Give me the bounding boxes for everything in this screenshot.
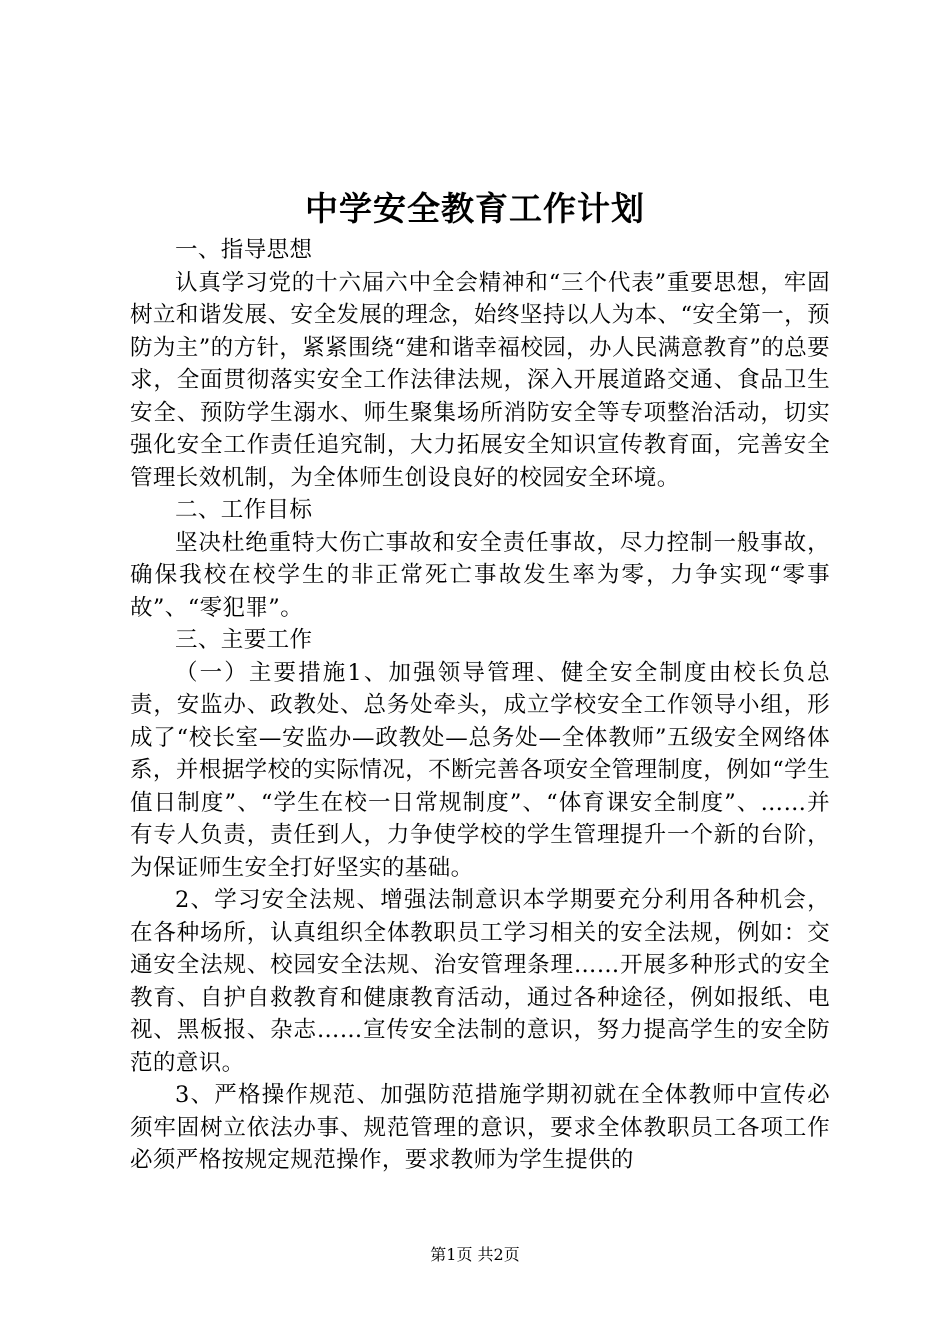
document-body bbox=[130, 234, 830, 1177]
document-title: 中学安全教育工作计划 bbox=[305, 189, 645, 228]
paragraph-guiding-ideology: 认真学习党的十六届六中全会精神和“三个代表”重要思想，牢固树立和谐发展、安全发展的理念，始终坚持以人为本、“安全第一，预防为主”的方针，紧紧围绕“建和谐幸福校园，办人民满意教育”的总要求，全面贯彻落实安全工作法律法规，深入开展道路交通、食品卫生安全、预防学生溺水、师生聚集场所消防安全等专项整治活动，切实强化安全工作责任追究制，大力拓展安全知识宣传教育面，完善安全管理长效机制，为全体师生创设良好的校园安全环境。 bbox=[130, 269, 830, 491]
paragraph-work-goals: 坚决杜绝重特大伤亡事故和安全责任事故，尽力控制一般事故，确保我校在校学生的非正常死亡事故发生率为零，力争实现“零事故”、“零犯罪”。 bbox=[130, 529, 830, 621]
page-number-footer: 第1页 共2页 bbox=[430, 1245, 520, 1264]
section-heading-work-goals: 二、工作目标 bbox=[175, 497, 313, 523]
section-heading-guiding-ideology: 一、指导思想 bbox=[175, 237, 313, 263]
section-heading-main-work: 三、主要工作 bbox=[175, 627, 313, 653]
paragraph-main-measures-2: 2、学习安全法规、增强法制意识本学期要充分利用各种机会，在各种场所，认真组织全体教职员工学习相关的安全法规，例如：交通安全法规、校园安全法规、治安管理条理……开展多种形式的安全教育、自护自救教育和健康教育活动，通过各种途径，例如报纸、电视、黑板报、杂志……宣传安全法制的意识，努力提高学生的安全防范的意识。 bbox=[130, 887, 830, 1076]
paragraph-main-measures-3: 3、严格操作规范、加强防范措施学期初就在全体教师中宣传必须牢固树立依法办事、规范管理的意识，要求全体教职员工各项工作必须严格按规定规范操作，要求教师为学生提供的 bbox=[130, 1082, 830, 1173]
paragraph-main-measures-1: （一）主要措施1、加强领导管理、健全安全制度由校长负总责，安监办、政教处、总务处牵头，成立学校安全工作领导小组，形成了“校长室—安监办—政教处—总务处—全体教师”五级安全网络体系，并根据学校的实际情况，不断完善各项安全管理制度，例如“学生值日制度”、“学生在校一日常规制度”、“体育课安全制度”、……并有专人负责，责任到人，力争使学校的学生管理提升一个新的台阶，为保证师生安全打好坚实的基础。 bbox=[130, 659, 830, 881]
